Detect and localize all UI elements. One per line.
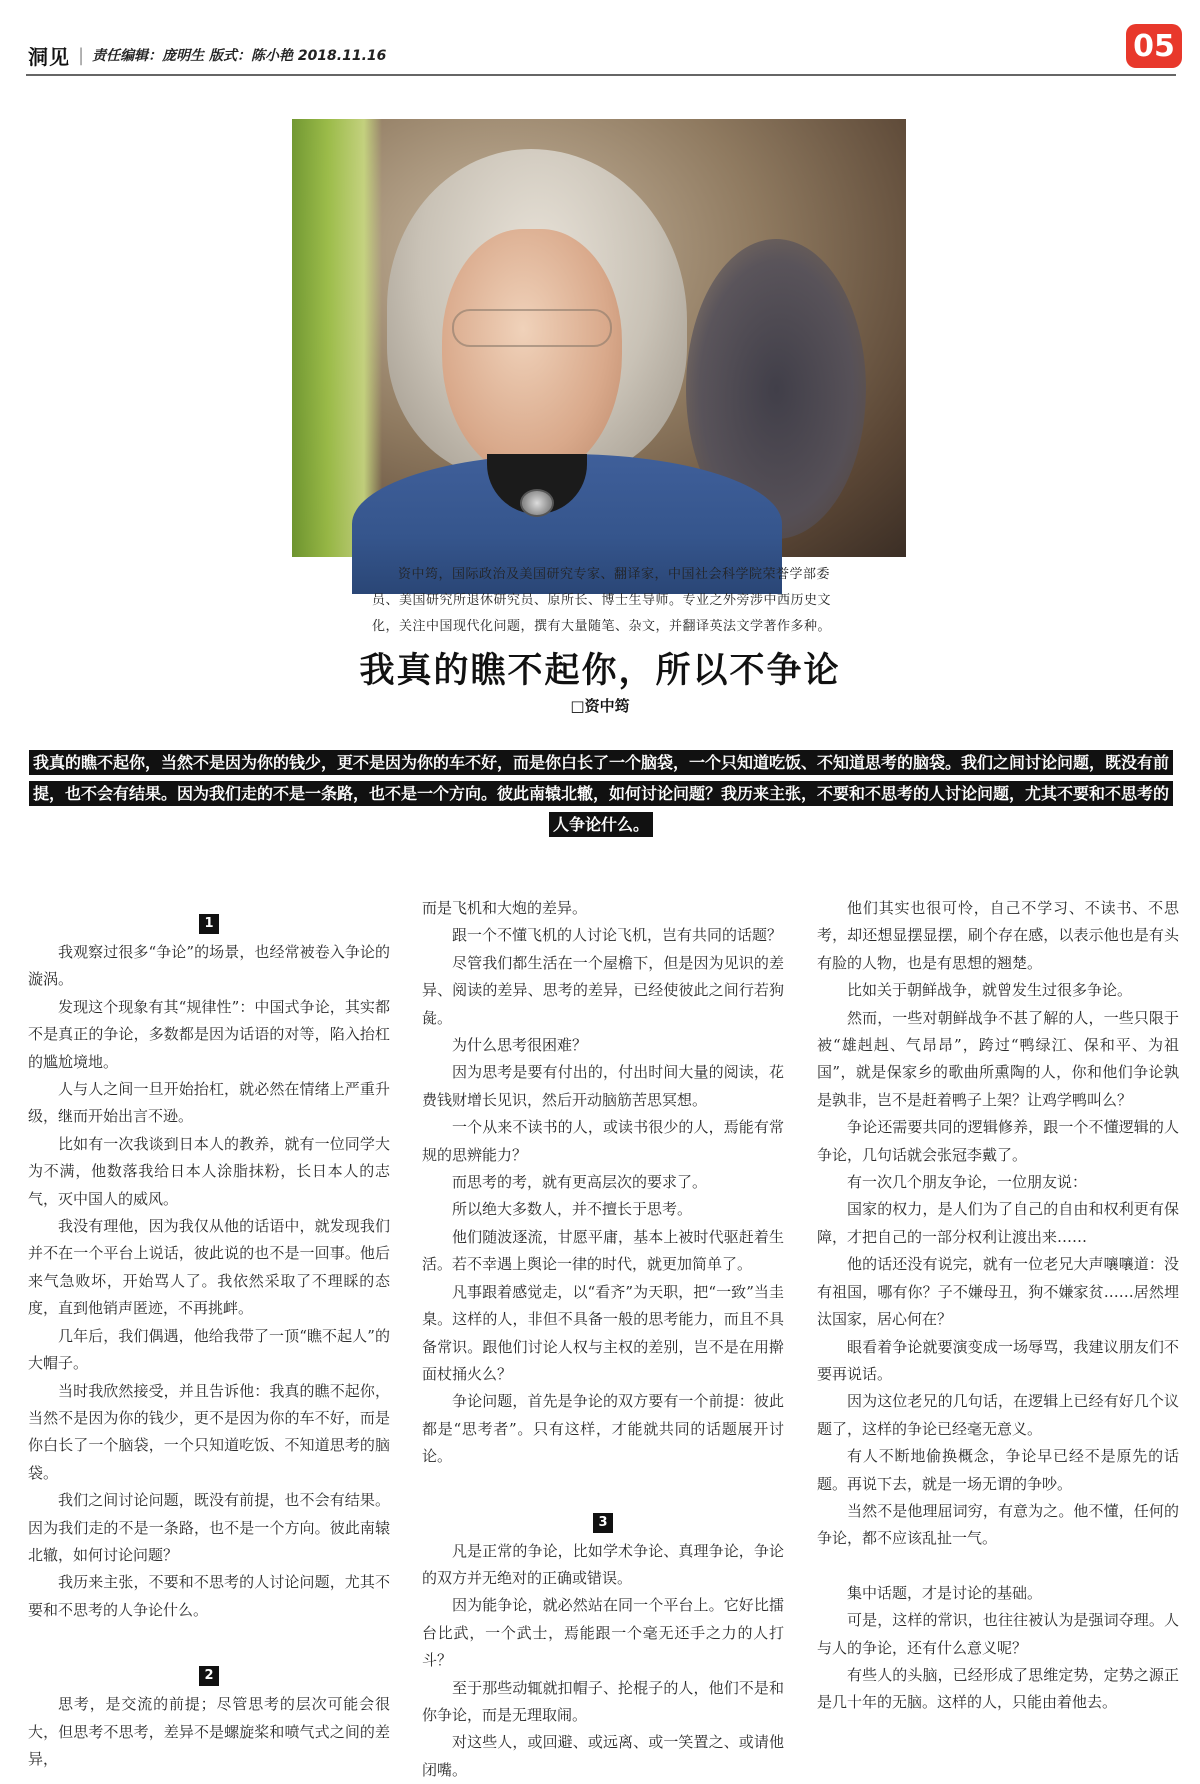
paragraph: 可是，这样的常识，也往往被认为是强词夺理。人与人的争论，还有什么意义呢？ [817,1611,1179,1657]
section-marker-3: 3 [422,1508,784,1532]
section-marker-2: 2 [28,1661,390,1685]
paragraph: 思考，是交流的前提；尽管思考的层次可能会很大，但思考不思考，差异不是螺旋桨和喷气式之间的差异， [28,1695,390,1768]
article-byline: □资中筠 [570,697,630,715]
section-marker-1: 1 [28,909,390,933]
paragraph: 几年后，我们偶遇，他给我带了一顶“瞧不起人”的大帽子。 [28,1326,390,1373]
paragraph: 尽管我们都生活在一个屋檐下，但是因为见识的差异、阅读的差异、思考的差异，已经使彼此之间行若狗彘。 [422,953,784,1027]
photo-face [442,229,622,479]
photo-caption: 资中筠，国际政治及美国研究专家、翻译家，中国社会科学院荣誉学部委员、美国研究所退休研究员、原所长、博士生导师。专业之外旁涉中西历史文化，关注中国现代化问题，撰有大量随笔、杂文，并翻译英法文学著作多种。 [372,567,832,634]
page-header [28,40,386,70]
paragraph: 然而，一些对朝鲜战争不甚了解的人，一些只限于被“雄赳赳、气昂昂”，跨过“鸭绿江、保和平、为祖国”，就是保家乡的歌曲所熏陶的人，你和他们争论孰是孰非，岂不是赶着鸭子上架？让鸡学鸭叫么？ [817,1008,1179,1109]
paragraph: 而是飞机和大炮的差异。 [422,899,588,917]
paragraph: 当时我欣然接受，并且告诉他：我真的瞧不起你，当然不是因为你的钱少，更不是因为你的车不好，而是你白长了一个脑袋，一个只知道吃饭、不知道思考的脑袋。 [28,1381,390,1482]
paragraph: 我观察过很多“争论”的场景，也经常被卷入争论的漩涡。 [28,943,390,989]
text-column-2 [422,895,784,1784]
paragraph: 所以绝大多数人，并不擅长于思考。 [452,1200,693,1219]
paragraph: 至于那些动辄就扣帽子、抡棍子的人，他们不是和你争论，而是无理取闹。 [422,1678,784,1724]
paragraph: 国家的权力，是人们为了自己的自由和权利更有保障，才把自己的一部分权利让渡出来…… [817,1200,1179,1246]
lead-text: 我真的瞧不起你，当然不是因为你的钱少，更不是因为你的车不好，而是你白长了一个脑袋，一个只知道吃饭、不知道思考的脑袋。我们之间讨论问题，既没有前提，也不会有结果。因为我们走的不是一条路，也不是一个方向。彼此南辕北辙，如何讨论问题？我历来主张，不要和不思考的人讨论问题，尤其不要和不思考的人争论什么。 [29,750,1173,837]
paragraph: 因为能争论，就必然站在同一个平台上。它好比擂台比武，一个武士，焉能跟一个毫无还手之力的人打斗？ [422,1596,784,1670]
paragraph: 集中话题，才是讨论的基础。 [847,1583,1043,1602]
paragraph: 我历来主张，不要和不思考的人讨论问题，尤其不要和不思考的人争论什么。 [28,1573,390,1619]
section-name: 洞见 [28,44,70,69]
paragraph: 我们之间讨论问题，既没有前提，也不会有结果。因为我们走的不是一条路，也不是一个方向。彼此南辕北辙，如何讨论问题？ [28,1491,390,1564]
header-separator: | [78,44,85,66]
photo-glasses [452,309,612,347]
header-divider [26,74,1176,76]
paragraph: 有人不断地偷换概念，争论早已经不是原先的话题。再说下去，就是一场无谓的争吵。 [817,1447,1179,1493]
paragraph: 因为思考是要有付出的，付出时间大量的阅读，花费钱财增长见识，然后开动脑筋苦思冥想。 [422,1063,784,1109]
paragraph: 对这些人，或回避、或远离、或一笑置之、或请他闭嘴。 [422,1733,784,1779]
paragraph: 他的话还没有说完，就有一位老兄大声嚷嚷道：没有祖国，哪有你？子不嫌母丑，狗不嫌家贫……居然埋汰国家，居心何在？ [817,1255,1179,1329]
article-title: 我真的瞧不起你，所以不争论 [359,650,841,691]
text-column-1 [28,899,390,1773]
paragraph: 他们其实也很可怜，自己不学习、不读书、不思考，却还想显摆显摆，刷个存在感，以表示他也是有头有脸的人物，也是有思想的翘楚。 [817,899,1179,972]
paragraph: 争论问题，首先是争论的双方要有一个前提：彼此都是“思考者”。只有这样，才能就共同的话题展开讨论。 [422,1392,784,1466]
page-number-badge: 05 [1126,24,1182,68]
paragraph: 一个从来不读书的人，或读书很少的人，焉能有常规的思辨能力？ [422,1118,784,1164]
photo-brooch [520,489,554,517]
editor-meta: 责任编辑：庞明生 版式：陈小艳 2018.11.16 [92,48,387,64]
paragraph: 为什么思考很困难？ [452,1036,588,1055]
paragraph: 比如关于朝鲜战争，就曾发生过很多争论。 [847,981,1133,1000]
paragraph: 人与人之间一旦开始抬杠，就必然在情绪上严重升级，继而开始出言不逊。 [28,1080,390,1126]
portrait-photo [292,119,906,557]
paragraph: 凡事跟着感觉走，以“看齐”为天职，把“一致”当圭臬。这样的人，非但不具备一般的思考能力，而且不具备常识。跟他们讨论人权与主权的差别，岂不是在用擀面杖捅火么？ [422,1282,784,1383]
paragraph: 当然不是他理屈词穷，有意为之。他不懂，任何的争论，都不应该乱扯一气。 [817,1501,1179,1548]
paragraph: 比如有一次我谈到日本人的教养，就有一位同学大为不满，他数落我给日本人涂脂抹粉，长日本人的志气，灭中国人的威风。 [28,1134,390,1208]
paragraph: 我没有理他，因为我仅从他的话语中，就发现我们并不在一个平台上说话，彼此说的也不是一回事。他后来气急败坏，开始骂人了。我依然采取了不理睬的态度，直到他销声匿迹，不再挑衅。 [28,1217,390,1318]
text-column-3 [817,895,1179,1717]
paragraph: 凡是正常的争论，比如学术争论、真理争论，争论的双方并无绝对的正确或错误。 [422,1541,784,1587]
photo-plant [292,119,382,557]
paragraph: 发现这个现象有其“规律性”：中国式争论，其实都不是真正的争论，多数都是因为话语的对等，陷入抬杠的尴尬境地。 [28,997,390,1071]
paragraph: 眼看着争论就要演变成一场辱骂，我建议朋友们不要再说话。 [817,1337,1179,1383]
paragraph: 他们随波逐流，甘愿平庸，基本上被时代驱赶着生活。若不幸遇上舆论一律的时代，就更加简单了。 [422,1227,784,1274]
paragraph: 有一次几个朋友争论，一位朋友说： [847,1173,1088,1192]
paragraph: 争论还需要共同的逻辑修养，跟一个不懂逻辑的人争论，几句话就会张冠李戴了。 [817,1118,1179,1164]
paragraph: 因为这位老兄的几句话，在逻辑上已经有好几个议题了，这样的争论已经毫无意义。 [817,1392,1179,1438]
paragraph: 而思考的考，就有更高层次的要求了。 [452,1173,708,1192]
paragraph: 有些人的头脑，已经形成了思维定势，定势之源正是几十年的无脑。这样的人，只能由着他去。 [817,1665,1179,1712]
article-lead [26,747,1176,840]
paragraph: 跟一个不懂飞机的人讨论飞机，岂有共同的话题？ [452,926,783,945]
